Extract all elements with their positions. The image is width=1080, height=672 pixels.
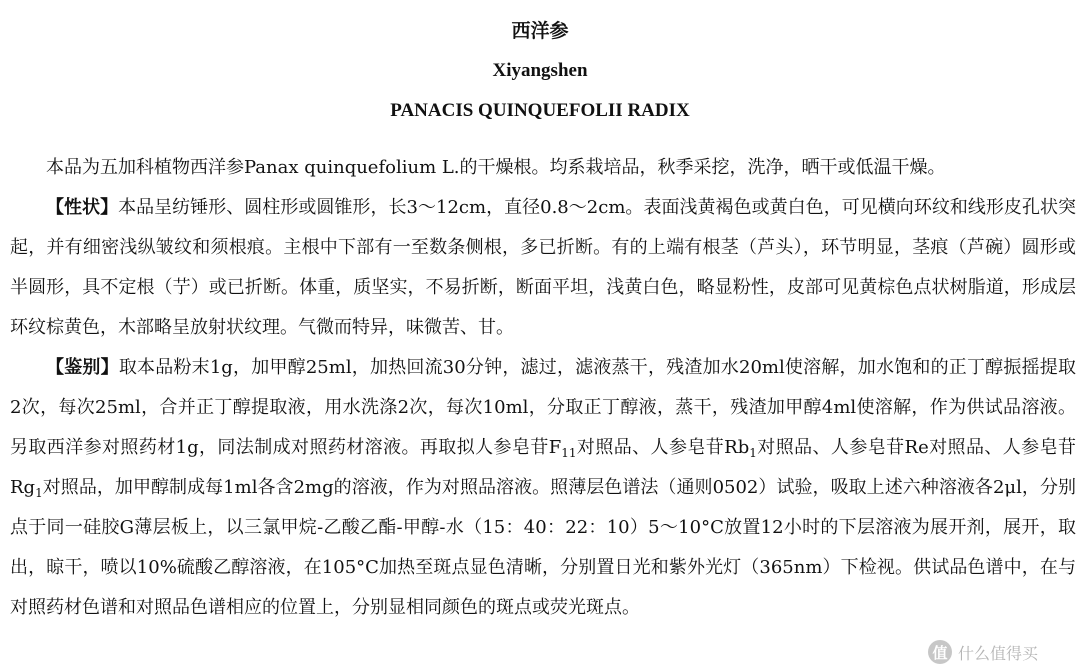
subscript-1a: 1 bbox=[749, 446, 757, 460]
subscript-1b: 1 bbox=[35, 486, 43, 500]
properties-paragraph bbox=[10, 188, 1076, 348]
monograph-body bbox=[10, 148, 1076, 628]
watermark bbox=[928, 638, 1068, 666]
properties-text: 本品呈纺锤形、圆柱形或圆锥形，长3～12cm，直径0.8～2cm。表面浅黄褐色或黄白色，可见横向环纹和线形皮孔状突起，并有细密浅纵皱纹和须根痕。主根中下部有一至数条侧根，多已折断。有的上端有根茎（芦头），环节明显，茎痕（芦碗）圆形或半圆形，具不定根（艼）或已折断。体重，质坚实，不易折断，断面平坦，浅黄白色，略显粉性，皮部可见黄棕色点状树脂道，形成层环纹棕黄色，木部略呈放射状纹理。气微而特异，味微苦、甘。 bbox=[10, 197, 1077, 338]
watermark-logo-icon: 值 bbox=[928, 640, 952, 664]
title-latin: PANACIS QUINQUEFOLII RADIX bbox=[390, 100, 690, 121]
intro-paragraph: 本品为五加科植物西洋参Panax quinquefolium L.的干燥根。均系栽培品，秋季采挖，洗净，晒干或低温干燥。 bbox=[46, 157, 946, 178]
title-pinyin: Xiyangshen bbox=[492, 60, 588, 81]
subscript-11: 11 bbox=[561, 446, 577, 460]
identification-text-2: 对照品、人参皂苷Rb bbox=[576, 437, 750, 458]
title-chinese: 西洋参 bbox=[511, 20, 569, 42]
identification-text-1: 取本品粉末1g，加甲醇25ml，加热回流30分钟，滤过，滤液蒸干，残渣加水20ml使溶解，加水饱和的正丁醇振摇提取2次，每次25ml，合并正丁醇提取液，用水洗涤2次，每次10ml，分取正丁醇液，蒸干，残渣加甲醇4ml使溶解，作为供试品溶液。另取西洋参对照药材1g，同法制成对照药材溶液。再取拟人参皂苷F bbox=[10, 357, 1076, 458]
identification-heading: 【鉴别】 bbox=[46, 357, 119, 378]
watermark-text: 什么值得买 bbox=[958, 643, 1039, 663]
identification-paragraph bbox=[10, 348, 1076, 628]
identification-text-3: 对照品、人参皂苷Re对照品、人参皂苷Rg bbox=[10, 437, 1076, 498]
identification-text-4: 对照品，加甲醇制成每1ml各含2mg的溶液，作为对照品溶液。照薄层色谱法（通则0502）试验，吸取上述六种溶液各2μl，分别点于同一硅胶G薄层板上，以三氯甲烷-乙酸乙酯-甲醇-水（15：40：22：10）5～10°C放置12小时的下层溶液为展开剂，展开，取出，晾干，喷以10%硫酸乙醇溶液，在105°C加热至斑点显色清晰，分别置日光和紫外光灯（365nm）下检视。供试品色谱中，在与对照药材色谱和对照品色谱相应的位置上，分别显相同颜色的斑点或荧光斑点。 bbox=[10, 477, 1076, 618]
properties-heading: 【性状】 bbox=[46, 197, 119, 218]
